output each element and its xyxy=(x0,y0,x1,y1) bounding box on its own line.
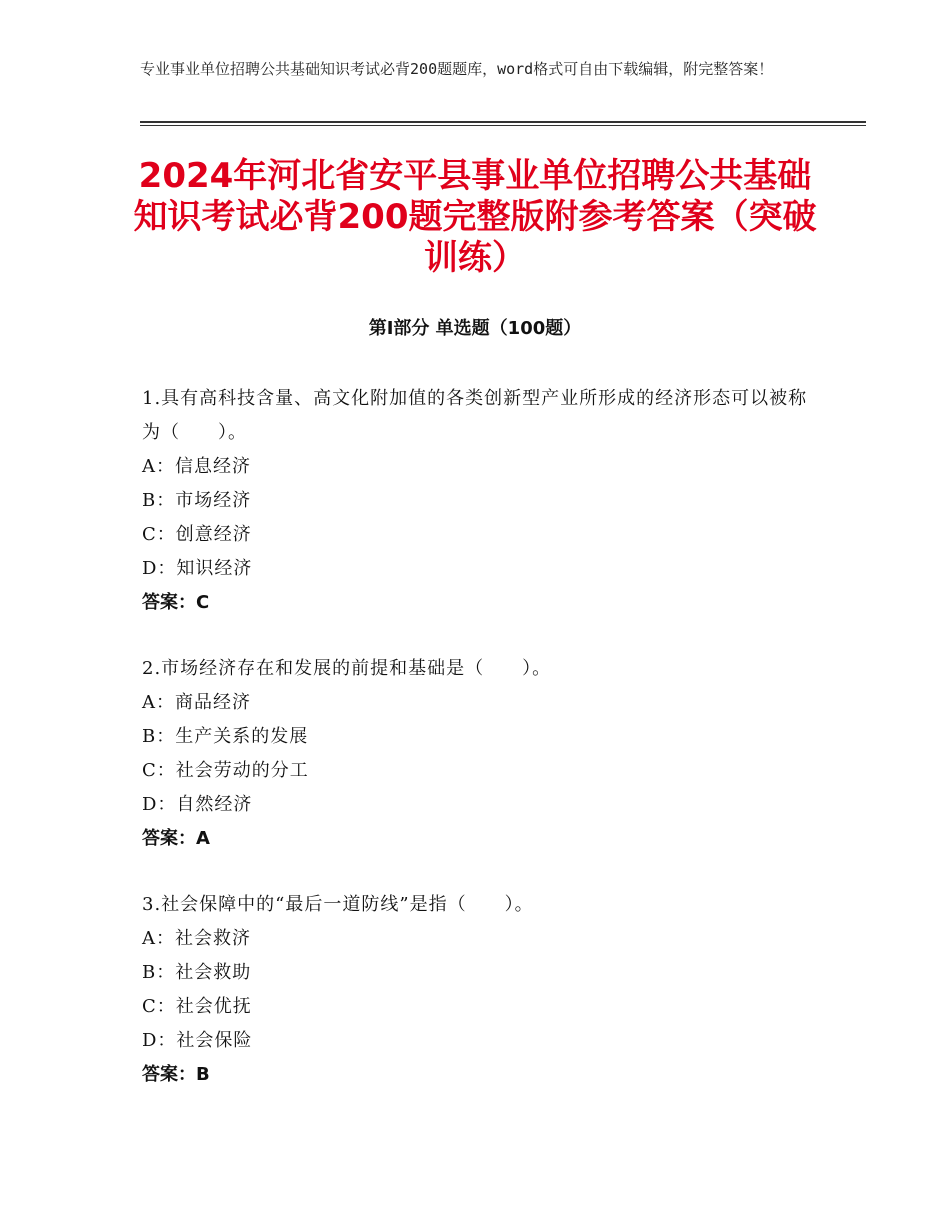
option-b: B：社会救助 xyxy=(142,962,252,983)
option-d: D：自然经济 xyxy=(142,794,253,815)
question-2 xyxy=(142,652,812,856)
question-list xyxy=(142,382,812,1124)
document-title: 2024年河北省安平县事业单位招聘公共基础知识考试必背200题完整版附参考答案（突破训练） xyxy=(133,156,817,278)
header-divider xyxy=(140,121,866,126)
option-d: D：知识经济 xyxy=(142,558,253,579)
option-c: C：创意经济 xyxy=(142,524,252,545)
option-b: B：生产关系的发展 xyxy=(142,726,309,747)
option-a: A：社会救济 xyxy=(142,928,251,949)
section-title: 第Ⅰ部分 单选题（100题） xyxy=(368,318,582,339)
option-c: C：社会劳动的分工 xyxy=(142,760,309,781)
question-3 xyxy=(142,888,812,1092)
option-d: D：社会保险 xyxy=(142,1030,253,1051)
answer-line: 答案：C xyxy=(142,592,210,613)
question-text: 2.市场经济存在和发展的前提和基础是（ ）。 xyxy=(142,658,552,679)
header-note: 专业事业单位招聘公共基础知识考试必背200题题库，word格式可自由下载编辑，附完整答案！ xyxy=(140,60,774,78)
question-text: 3.社会保障中的“最后一道防线”是指（ ）。 xyxy=(142,894,534,915)
option-a: A：商品经济 xyxy=(142,692,251,713)
question-1 xyxy=(142,382,812,620)
option-a: A：信息经济 xyxy=(142,456,251,477)
option-b: B：市场经济 xyxy=(142,490,252,511)
option-c: C：社会优抚 xyxy=(142,996,252,1017)
answer-line: 答案：B xyxy=(142,1064,210,1085)
question-text: 1.具有高科技含量、高文化附加值的各类创新型产业所形成的经济形态可以被称为（ ）。 xyxy=(142,388,808,443)
answer-line: 答案：A xyxy=(142,828,210,849)
